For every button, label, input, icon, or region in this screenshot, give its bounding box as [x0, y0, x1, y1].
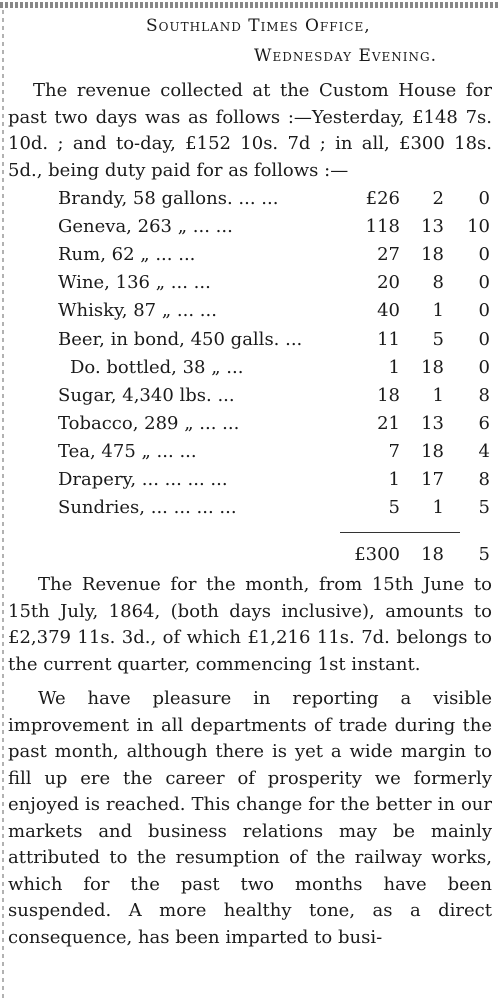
duty-pounds: 11 — [377, 328, 400, 350]
duty-pounds: 1 — [388, 469, 400, 490]
duty-shillings: 17 — [421, 469, 444, 490]
duty-pence: 6 — [478, 412, 490, 434]
monthly-revenue-paragraph: The Revenue for the month, from 15th June to 15th July, 1864, (both days inclusive), amounts to £2,379 11s. 3d., of which £1,216 11s. 7d. belongs to the current quarter, commencing 1st instant. — [8, 574, 492, 675]
duty-shillings: 8 — [432, 272, 444, 294]
duty-item: Tobacco, 289 „ ... ... — [58, 412, 240, 434]
duty-pounds: 5 — [388, 497, 400, 519]
duty-item: Rum, 62 „ ... ... — [58, 244, 196, 266]
duty-pounds: £26 — [365, 188, 400, 209]
duty-item: Wine, 136 „ ... ... — [58, 272, 211, 294]
duty-item: Sundries, ... ... ... ... — [58, 497, 237, 519]
duty-pounds: 7 — [388, 440, 400, 462]
duty-item: Drapery, ... ... ... ... — [58, 469, 228, 490]
duty-row — [8, 497, 492, 525]
duty-shillings: 5 — [432, 328, 444, 350]
duty-shillings: 18 — [421, 440, 444, 462]
duty-pence: 0 — [478, 272, 490, 294]
duty-pence: 4 — [478, 440, 490, 462]
duty-pence: 10 — [467, 216, 490, 238]
duty-pounds: 21 — [377, 412, 400, 434]
duty-shillings: 18 — [421, 244, 444, 266]
duty-shillings: 1 — [432, 300, 444, 322]
duty-shillings: 1 — [432, 384, 444, 406]
duty-pounds: 1 — [388, 356, 400, 378]
duty-row — [8, 329, 492, 357]
duty-pounds: 40 — [377, 300, 400, 322]
column-left-edge — [2, 10, 4, 999]
duty-shillings: 13 — [421, 412, 444, 434]
duty-row — [8, 244, 492, 272]
revenue-intro-paragraph: The revenue collected at the Custom House for past two days was as follows :—Yesterday, £148 7s. 10d. ; and to-day, £152 10s. 7d ; in all, £300 18s. 5d., being duty paid for as follows :— — [8, 80, 492, 181]
dateline-time: Wednesday Evening. — [254, 46, 438, 66]
total-pounds: £300 — [354, 544, 400, 565]
duty-item: Tea, 475 „ ... ... — [58, 440, 197, 462]
duty-row — [8, 357, 492, 385]
duty-pounds: 20 — [377, 272, 400, 294]
duty-pounds: 18 — [377, 384, 400, 406]
duty-pence: 0 — [478, 244, 490, 266]
duty-pence: 0 — [478, 356, 490, 378]
duty-shillings: 1 — [432, 497, 444, 519]
duty-shillings: 2 — [432, 188, 444, 209]
duty-row — [8, 413, 492, 441]
duty-item: Brandy, 58 gallons. ... ... — [58, 188, 279, 209]
total-shillings: 18 — [421, 544, 444, 565]
duty-row — [8, 441, 492, 469]
duty-pence: 0 — [478, 300, 490, 322]
duty-row — [8, 272, 492, 300]
duty-pence: 8 — [478, 384, 490, 406]
total-row — [8, 544, 492, 572]
duty-pence: 0 — [478, 328, 490, 350]
duty-pence: 0 — [478, 188, 490, 209]
duty-item: Geneva, 263 „ ... ... — [58, 216, 233, 238]
duty-shillings: 13 — [421, 216, 444, 238]
duty-pounds: 118 — [365, 216, 400, 238]
duty-item: Do. bottled, 38 „ ... — [70, 356, 244, 378]
duty-item: Whisky, 87 „ ... ... — [58, 300, 217, 322]
duty-pence: 8 — [478, 469, 490, 490]
duty-row — [8, 300, 492, 328]
duty-item: Beer, in bond, 450 galls. ... — [58, 328, 303, 350]
total-rule — [340, 532, 460, 533]
total-pence: 5 — [478, 544, 490, 565]
duty-pounds: 27 — [377, 244, 400, 266]
duty-item: Sugar, 4,340 lbs. ... — [58, 384, 235, 406]
duty-pence: 5 — [478, 497, 490, 519]
dateline-office: Southland Times Office, — [146, 16, 371, 36]
duty-row — [8, 216, 492, 244]
duty-row — [8, 188, 492, 216]
duty-row — [8, 385, 492, 413]
top-border-rule — [0, 2, 498, 8]
duty-shillings: 18 — [421, 356, 444, 378]
trade-report-paragraph: We have pleasure in reporting a visible improvement in all departments of trade during the past month, although there is yet a wide margin to fill up ere the career of prosperity we formerly enjoyed is reached. This change for the better in our markets and business relations may be mainly attributed to the resumption of the railway works, which for the past two months have been suspended. A more healthy tone, as a direct consequence, has been imparted to busi- — [8, 688, 492, 948]
duty-row — [8, 469, 492, 497]
